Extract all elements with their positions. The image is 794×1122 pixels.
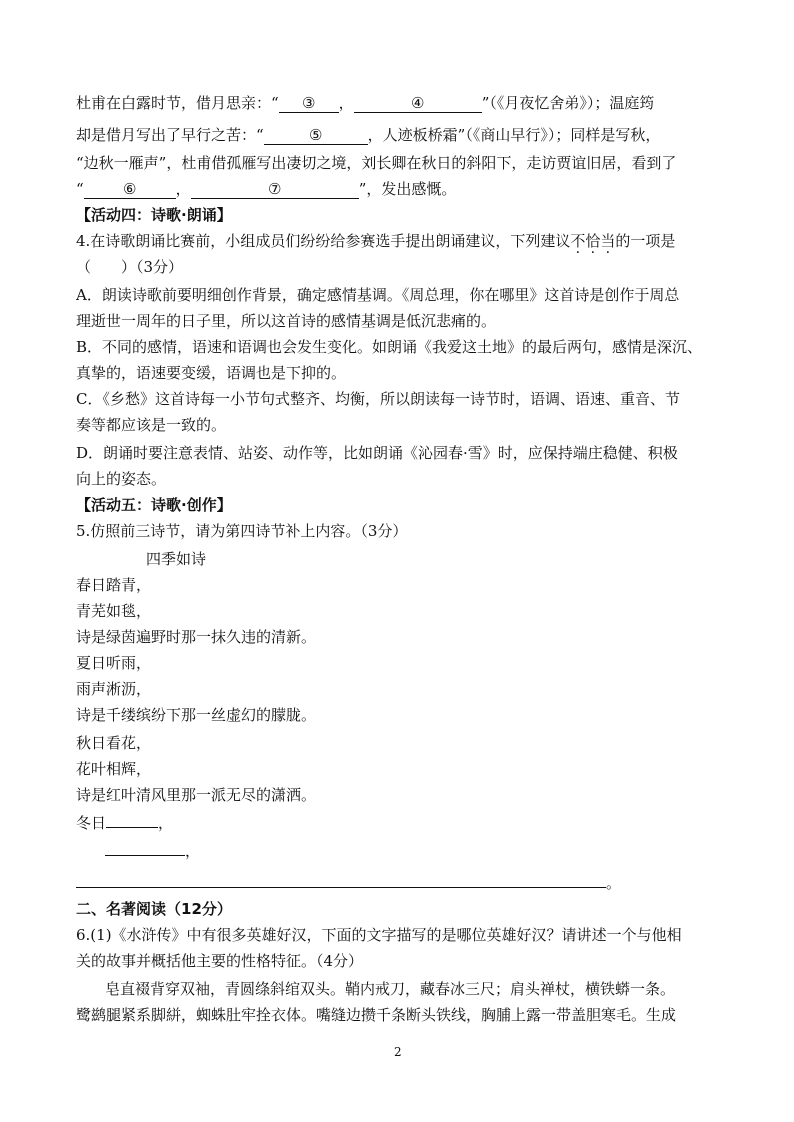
winter-line-2	[105, 840, 200, 862]
poem-line: 诗是红叶清风里那一派无尽的潇洒。	[76, 786, 317, 804]
poem-line: 春日踏青，	[76, 576, 152, 594]
text: 的一项是	[615, 232, 676, 250]
question-4	[76, 230, 675, 252]
passage-line2: 鹭鹚腿紧系脚絣，蜘蛛肚牢拴衣体。嘴缝边攒千条断头铁线，胸脯上露一带盖胆寒毛。生成	[76, 1006, 677, 1024]
option-c-line1: C．《乡愁》这首诗每一小节句式整齐、均衡，所以朗读每一诗节时，语调、语速、重音、节	[76, 390, 680, 408]
emphasis-char: 恰	[585, 232, 601, 250]
text: 却是借月写出了早行之苦：“	[76, 126, 264, 144]
winter-line	[76, 812, 173, 834]
text: 4.在诗歌朗诵比赛前，小组成员们纷纷给参赛选手提出朗诵建议，下列建议	[76, 232, 571, 250]
option-c-line2: 奏等都应该是一致的。	[76, 416, 227, 434]
fill-line-3: “边秋一雁声”，杜甫借孤雁写出凄切之境，刘长卿在秋日的斜阳下，走访贾谊旧居，看到了	[76, 154, 677, 172]
option-d-line1: D．朗诵时要注意表情、站姿、动作等，比如朗诵《沁园春·雪》时，应保持端庄稳健、积极	[76, 444, 678, 462]
winter-blank-3[interactable]	[76, 887, 606, 888]
blank-7[interactable]: ⑦	[191, 180, 359, 199]
option-d-line2: 向上的姿态。	[76, 470, 167, 488]
poem-title: 四季如诗	[146, 550, 207, 568]
emphasis-char: 不	[570, 232, 586, 250]
text: ”（《月夜忆舍弟》）；温庭筠	[481, 94, 655, 112]
poem-line: 雨声淅沥，	[76, 680, 152, 698]
activity5-heading: 【活动五：诗歌·创作】	[76, 496, 232, 514]
blank-6[interactable]: ⑥	[84, 180, 176, 199]
poem-line: 花叶相辉，	[76, 760, 152, 778]
text: 杜甫在白露时节，借月思亲：“	[76, 94, 279, 112]
fill-line-2	[76, 124, 660, 146]
text: ，人迹板桥霜”（《商山早行》）；同样是写秋，	[367, 126, 661, 144]
poem-line: 秋日看花，	[76, 734, 152, 752]
question-6-line2: 关的故事并概括他主要的性格特征。（4分）	[76, 952, 364, 970]
question-6-line1: 6.(1)《水浒传》中有很多英雄好汉，下面的文字描写的是哪位英雄好汉？请讲述一个与他相	[76, 926, 682, 944]
blank-5[interactable]: ⑤	[264, 126, 368, 145]
option-b-line1: B．不同的感情，语速和语调也会发生变化。如朗诵《我爱这土地》的最后两句，感情是深沉、	[76, 338, 703, 356]
option-a-line1: A．朗读诗歌前要明细创作背景，确定感情基调。《周总理，你在哪里》这首诗是创作于周总	[76, 286, 680, 304]
poem-line: 夏日听雨，	[76, 654, 152, 672]
section2-heading: 二、名著阅读（12分）	[76, 900, 232, 918]
poem-line: 诗是千缕缤纷下那一丝虚幻的朦胧。	[76, 706, 317, 724]
question-4-answer-slot[interactable]: （ ）（3分）	[76, 258, 184, 276]
text: ，	[158, 814, 174, 832]
text: 冬日	[76, 814, 107, 832]
winter-blank-1[interactable]	[106, 827, 158, 828]
poem-line: 诗是绿茵遍野时那一抹久违的清新。	[76, 628, 317, 646]
text: ，	[175, 180, 191, 198]
blank-4[interactable]: ④	[354, 94, 482, 113]
text: ，	[185, 842, 201, 860]
activity4-heading: 【活动四：诗歌·朗诵】	[76, 206, 232, 224]
text: ，	[338, 94, 354, 112]
question-5: 5.仿照前三诗节，请为第四诗节补上内容。（3分）	[76, 522, 408, 540]
text: “	[76, 180, 84, 198]
option-b-line2: 真挚的，语速要变缓，语调也是下抑的。	[76, 364, 347, 382]
text: ”，发出感慨。	[358, 180, 457, 198]
fill-line-1	[76, 92, 654, 114]
end-period: 。	[606, 874, 622, 892]
blank-3[interactable]: ③	[279, 94, 339, 113]
fill-line-4	[76, 178, 456, 200]
passage-line1: 皂直裰背穿双袖，青圆绦斜绾双头。鞘内戒刀，藏春冰三尺；肩头禅杖，横铁蟒一条。	[105, 980, 676, 998]
page-number: 2	[394, 1045, 402, 1059]
emphasis-char: 当	[600, 232, 616, 250]
poem-line: 青芜如毯，	[76, 602, 152, 620]
option-a-line2: 理逝世一周年的日子里，所以这首诗的感情基调是低沉悲痛的。	[76, 312, 497, 330]
winter-blank-2[interactable]	[105, 855, 185, 856]
